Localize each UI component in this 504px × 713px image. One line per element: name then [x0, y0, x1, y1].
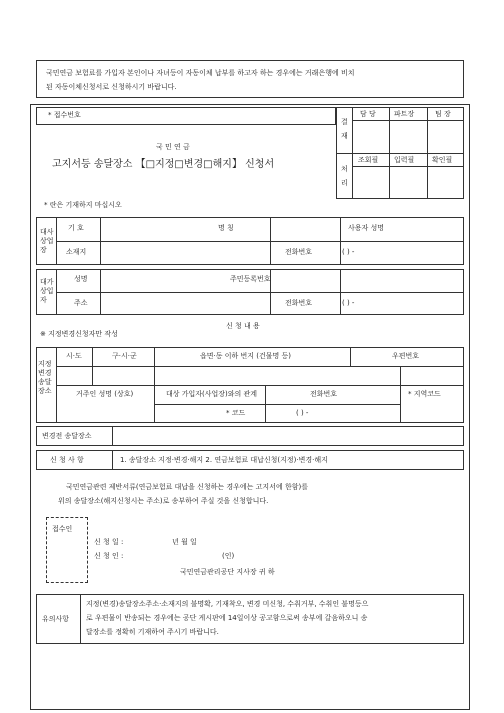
request-phone-value[interactable]: ( ) -: [296, 409, 309, 417]
business-label: 대사 상업 장: [40, 228, 54, 254]
receipt-no-label: * 접수번호: [48, 111, 81, 119]
col-relation: 대상 가입자(사업장)와의 관계: [166, 390, 258, 398]
col-phone: 전화번호: [310, 390, 338, 398]
addressee: 국민연금관리공단 지사장 귀 하: [180, 568, 275, 576]
approval-label: 결: [341, 118, 348, 126]
date-label: 신 청 일 :: [94, 538, 124, 546]
approval-cell: 팀 장: [435, 110, 451, 118]
item-text: 1. 송달장소 지정·변경·해지 2. 연금보험료 대납신청(지정)·변경·해지: [120, 456, 328, 464]
approval-cell: 입력필: [394, 156, 415, 164]
insured-label: 대가 상입 자: [40, 278, 54, 304]
form-subtitle: 국 민 연 금: [156, 143, 190, 151]
business-code-label: 기 호: [68, 224, 84, 232]
applicant-label: 신 청 인 :: [94, 552, 124, 560]
caution-line2: 로 우편물이 반송되는 경우에는 공단 게시판에 14일이상 공고함으로써 송부에 갈음하오니 송: [86, 614, 368, 622]
business-phone-value[interactable]: ( ) -: [342, 248, 355, 256]
insured-name-label: 성명: [74, 275, 88, 283]
business-name-label: 명 칭: [218, 224, 234, 232]
receipt-no-box: [36, 107, 336, 125]
form-title: 고지서등 송달장소 【□지정□변경□해지】 신청서: [52, 159, 275, 170]
prev-place-label: 변경전 송달장소: [42, 432, 92, 440]
application-form: [30, 60, 470, 710]
instruction-text: * 란은 기재하지 마십시오: [44, 201, 122, 209]
code-label: * 코드: [226, 409, 246, 417]
process-label: 처: [341, 165, 348, 173]
seal-mark: (인): [222, 552, 235, 560]
statement-line2: 위의 송달장소(해지신청시는 주소)로 송부하여 주실 것을 신청합니다.: [58, 497, 269, 505]
business-addr-label: 소재지: [66, 248, 87, 256]
caution-label: 유의사항: [42, 615, 70, 623]
col-resident: 거주인 성명 (상호): [76, 390, 134, 398]
request-label: 지정 변경 송달 장소: [38, 360, 52, 395]
date-value[interactable]: 년 월 일: [172, 538, 197, 546]
notice-line1: 국민연금 보험료를 가입자 본인이나 자녀등이 자동이체 납부를 하고자 하는 경우에는 거래은행에 비치: [46, 69, 355, 77]
col-postcode: 우편번호: [392, 352, 420, 360]
business-user-label: 사용자 성명: [348, 224, 385, 232]
insured-id-label: 주민등록번호: [230, 275, 271, 283]
caution-line1: 지정(변경)송달장소주소·소재지의 불명확, 기재착오, 변경 미신청, 수취거부, 수취인 불명등으: [86, 600, 369, 608]
approval-cell: 담 당: [360, 110, 376, 118]
col-sido: 시·도: [66, 352, 82, 360]
statement-line1: 국민연금관련 제반서류(연금보험료 대납을 신청하는 경우에는 고지서에 한함)를: [66, 483, 308, 491]
prev-place-box: [36, 426, 464, 446]
notice-line2: 된 자동이체신청서로 신청하시기 바랍니다.: [46, 83, 177, 91]
col-address: 읍면·동 이하 번지 (건물명 등): [200, 352, 291, 360]
approval-cell: 파트장: [394, 110, 415, 118]
stamp-label: 접수인: [52, 525, 73, 533]
insured-phone-value[interactable]: ( ) -: [342, 299, 355, 307]
request-title: 신 청 내 용: [226, 322, 260, 330]
process-label: 리: [341, 179, 348, 187]
approval-cell: 조회필: [358, 156, 379, 164]
col-gusi: 구·시·군: [112, 352, 137, 360]
change-note: ※ 지정변경신청자만 작성: [40, 330, 118, 338]
item-label: 신 청 사 항: [50, 456, 84, 464]
insured-phone-label: 전화번호: [285, 299, 313, 307]
col-regioncode: * 지역코드: [408, 390, 441, 398]
approval-label: 재: [341, 132, 348, 140]
caution-line3: 달장소를 정확히 기재하여 주시기 바랍니다.: [86, 628, 219, 636]
business-phone-label: 전화번호: [285, 248, 313, 256]
insured-addr-label: 주소: [74, 299, 88, 307]
approval-cell: 확인필: [432, 156, 453, 164]
notice-box: [36, 60, 464, 98]
